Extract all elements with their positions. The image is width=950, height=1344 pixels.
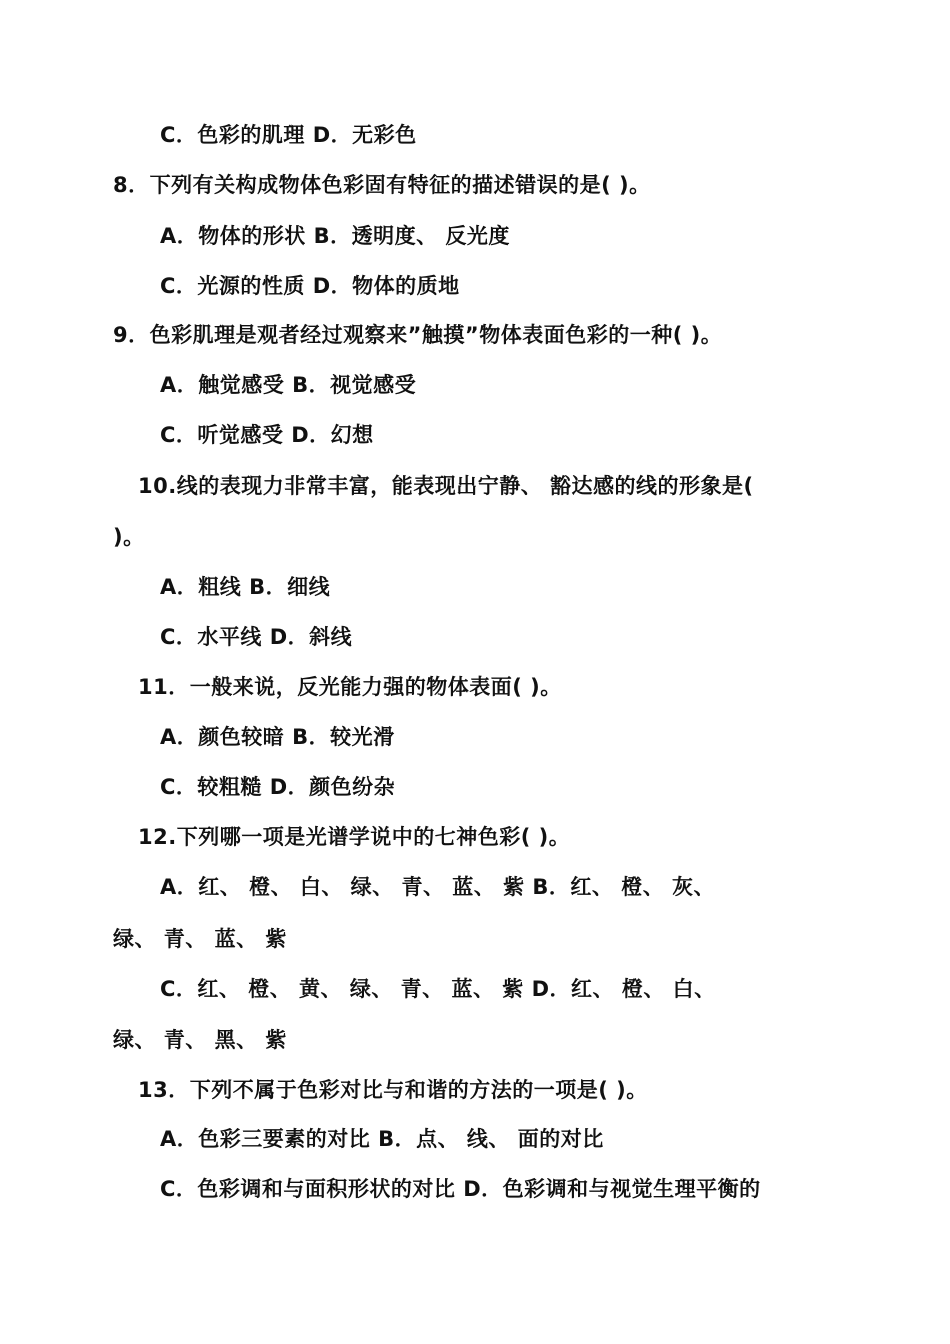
q10-options-cd: C．水平线 D．斜线 [160,625,353,649]
q12-options-cd-cont: 绿、 青、 黑、 紫 [113,1028,287,1052]
q10-question: 10.线的表现力非常丰富，能表现出宁静、 豁达感的线的形象是( [138,474,754,498]
q9-options-ab: A．触觉感受 B．视觉感受 [160,373,417,397]
q8-question: 8．下列有关构成物体色彩固有特征的描述错误的是( )。 [113,173,651,197]
q13-question: 13．下列不属于色彩对比与和谐的方法的一项是( )。 [138,1078,648,1102]
q9-question: 9．色彩肌理是观者经过观察来”触摸”物体表面色彩的一种( )。 [113,323,723,347]
q8-options-ab: A．物体的形状 B．透明度、 反光度 [160,224,510,248]
q12-options-ab-cont: 绿、 青、 蓝、 紫 [113,927,287,951]
q9-options-cd: C．听觉感受 D．幻想 [160,423,374,447]
q7-options-cd: C．色彩的肌理 D．无彩色 [160,123,417,147]
q12-options-cd: C．红、 橙、 黄、 绿、 青、 蓝、 紫 D．红、 橙、 白、 [160,977,716,1001]
q10-question-cont: )。 [113,525,145,549]
q8-options-cd: C．光源的性质 D．物体的质地 [160,274,460,298]
q13-options-cd: C．色彩调和与面积形状的对比 D．色彩调和与视觉生理平衡的 [160,1177,761,1201]
q11-options-cd: C．较粗糙 D．颜色纷杂 [160,775,396,799]
q12-options-ab: A．红、 橙、 白、 绿、 青、 蓝、 紫 B．红、 橙、 灰、 [160,875,716,899]
q11-question: 11．一般来说，反光能力强的物体表面( )。 [138,675,562,699]
q11-options-ab: A．颜色较暗 B．较光滑 [160,725,395,749]
q13-options-ab: A．色彩三要素的对比 B．点、 线、 面的对比 [160,1127,604,1151]
q10-options-ab: A．粗线 B．细线 [160,575,331,599]
q12-question: 12.下列哪一项是光谱学说中的七神色彩( )。 [138,825,571,849]
